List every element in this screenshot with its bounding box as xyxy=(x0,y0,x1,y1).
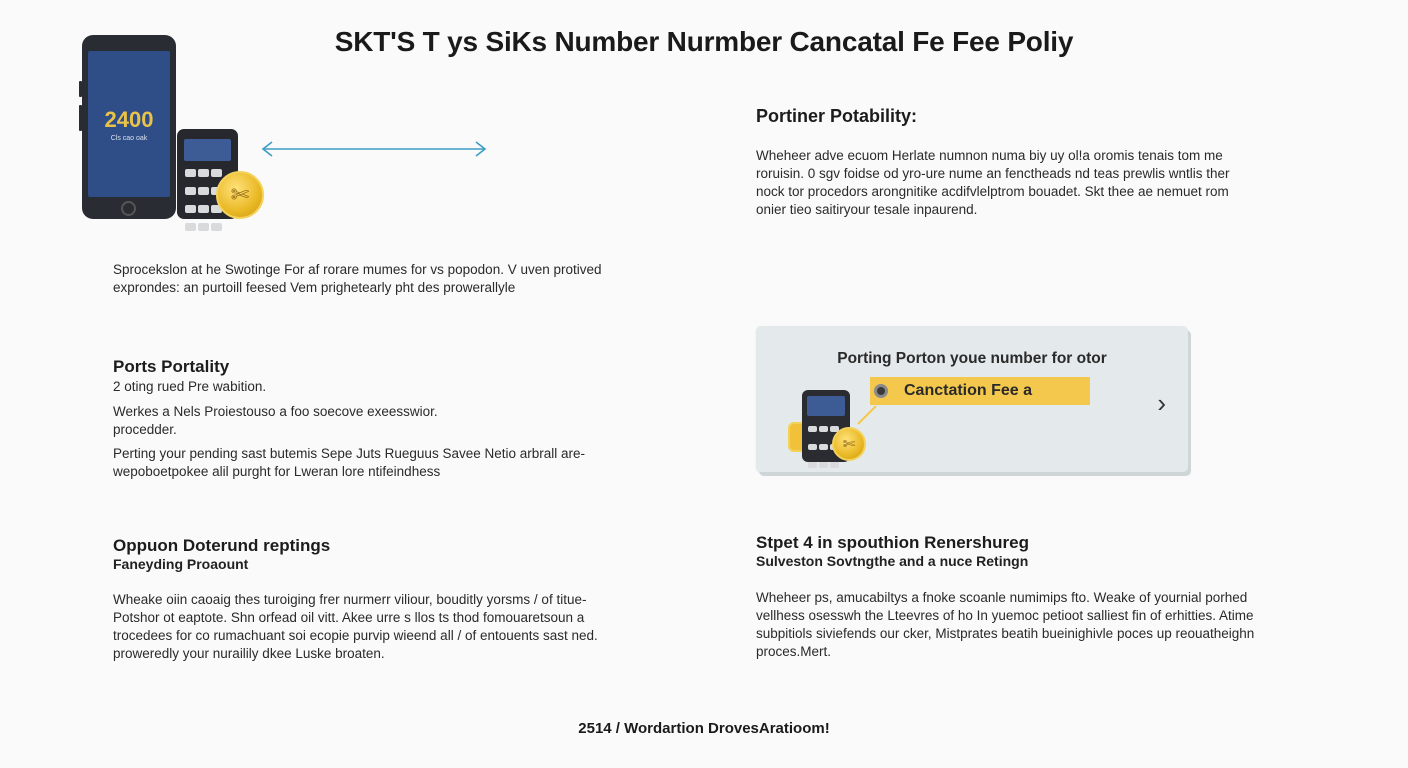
home-button-icon xyxy=(121,201,136,216)
footer-text: 2514 / Wordartion DrovesAratioom! xyxy=(578,720,830,737)
text-line: nock tor procedors arongnitike acdifvlelptrom bouadet. Skt thee ae nemuet rom xyxy=(756,184,1229,199)
phone-side-button xyxy=(79,105,82,131)
screen-number: 2400 xyxy=(104,107,154,132)
phone-side-button xyxy=(79,81,82,97)
step-heading: Stpet 4 in spouthion Renershureg xyxy=(756,533,1029,552)
text-line: Wheake oiin caoaig thes turoiging frer nurmerr viliour, bouditly yorsms / of titue- xyxy=(113,592,587,607)
text-line: proweredly your nurailily dkee Luske broaten. xyxy=(113,646,385,661)
text-line: Wheheer adve ecuom Herlate numnon numa biy uy ol!a oromis tenais tom me xyxy=(756,148,1223,163)
text-line: Sprocekslon at he Swotinge For af rorare mumes for vs popodon. V uven protived xyxy=(113,262,602,277)
step-paragraph xyxy=(756,589,1326,661)
options-heading: Oppuon Doterund reptings xyxy=(113,536,331,555)
step-subheading: Sulveston Sovtngthe and a nuce Retingn xyxy=(756,553,1029,569)
pointer-line-icon xyxy=(852,404,880,428)
ports-paragraph-1 xyxy=(113,403,673,439)
text-line: Werkes a Nels Proiestouso a foo soecove exeesswior. xyxy=(113,404,438,419)
chevron-right-icon[interactable]: › xyxy=(1157,388,1166,418)
text-line: Wheheer ps, amucabiltys a fnoke scoanle numimips fto. Weake of yournial porhed xyxy=(756,590,1248,605)
text-line: onier tieo saitiryour tesale inpaurend. xyxy=(756,202,978,217)
porting-fee-card[interactable] xyxy=(756,326,1188,472)
ports-paragraph-2 xyxy=(113,445,673,481)
ports-heading: Ports Portality xyxy=(113,357,230,376)
options-subheading: Faneyding Proaount xyxy=(113,556,249,572)
text-line: subpitiols siviefends our cker, Mistprates beatih bueinighivle poces up reouatheighn xyxy=(756,626,1255,641)
coin-icon: ✄ xyxy=(216,171,264,219)
ports-subline: 2 oting rued Pre wabition. xyxy=(113,379,267,394)
intro-paragraph xyxy=(113,261,673,297)
text-line: exprondes: an purtoill feesed Vem prighetearly pht des prowerallyle xyxy=(113,280,516,295)
text-line: procedder. xyxy=(113,422,177,437)
text-line: vellhess osesswh the Lteevres of ho In yuemoc petioot salliest fin of erhitties. Atime xyxy=(756,608,1254,623)
bullet-icon xyxy=(874,384,888,398)
portability-heading: Portiner Potability: xyxy=(756,106,918,126)
page-title: SKT'S T ys SiKs Number Nurmber Cancatal Fe Fee Poliy xyxy=(334,26,1074,57)
text-line: proces.Mert. xyxy=(756,644,832,659)
text-line: roruisin. 0 sgv foidse od yro-ure nume an fenctheads nd teas prewlis wntlis ther xyxy=(756,166,1230,181)
double-arrow-icon xyxy=(258,138,490,160)
screen-caption: Cls cao oak xyxy=(110,135,148,142)
phone-screen xyxy=(807,396,845,416)
text-line: Perting your pending sast butemis Sepe Juts Rueguus Savee Netio arbrall are- xyxy=(113,446,586,461)
coin-icon: ✄ xyxy=(832,427,866,461)
cancellation-fee-badge: Canctation Fee a xyxy=(870,377,1090,405)
feature-phone-screen xyxy=(184,139,231,161)
text-line: wepoboetpokee alil purght for Lweran lore ntifeindhess xyxy=(113,464,441,479)
options-paragraph xyxy=(113,591,673,663)
smartphone-illustration xyxy=(82,35,176,219)
card-title: Porting Porton youe number for otor xyxy=(837,350,1107,367)
phone-screen xyxy=(88,51,170,197)
portability-paragraph xyxy=(756,147,1326,219)
text-line: Potshor ot eaptote. Shn orfead oil vitt. Akee urre s llos ts thod fomouaretsoun a xyxy=(113,610,585,625)
text-line: trocedees for co rumachuant soi ecopie purvip wieend all / of entouents sast ned. xyxy=(113,628,598,643)
